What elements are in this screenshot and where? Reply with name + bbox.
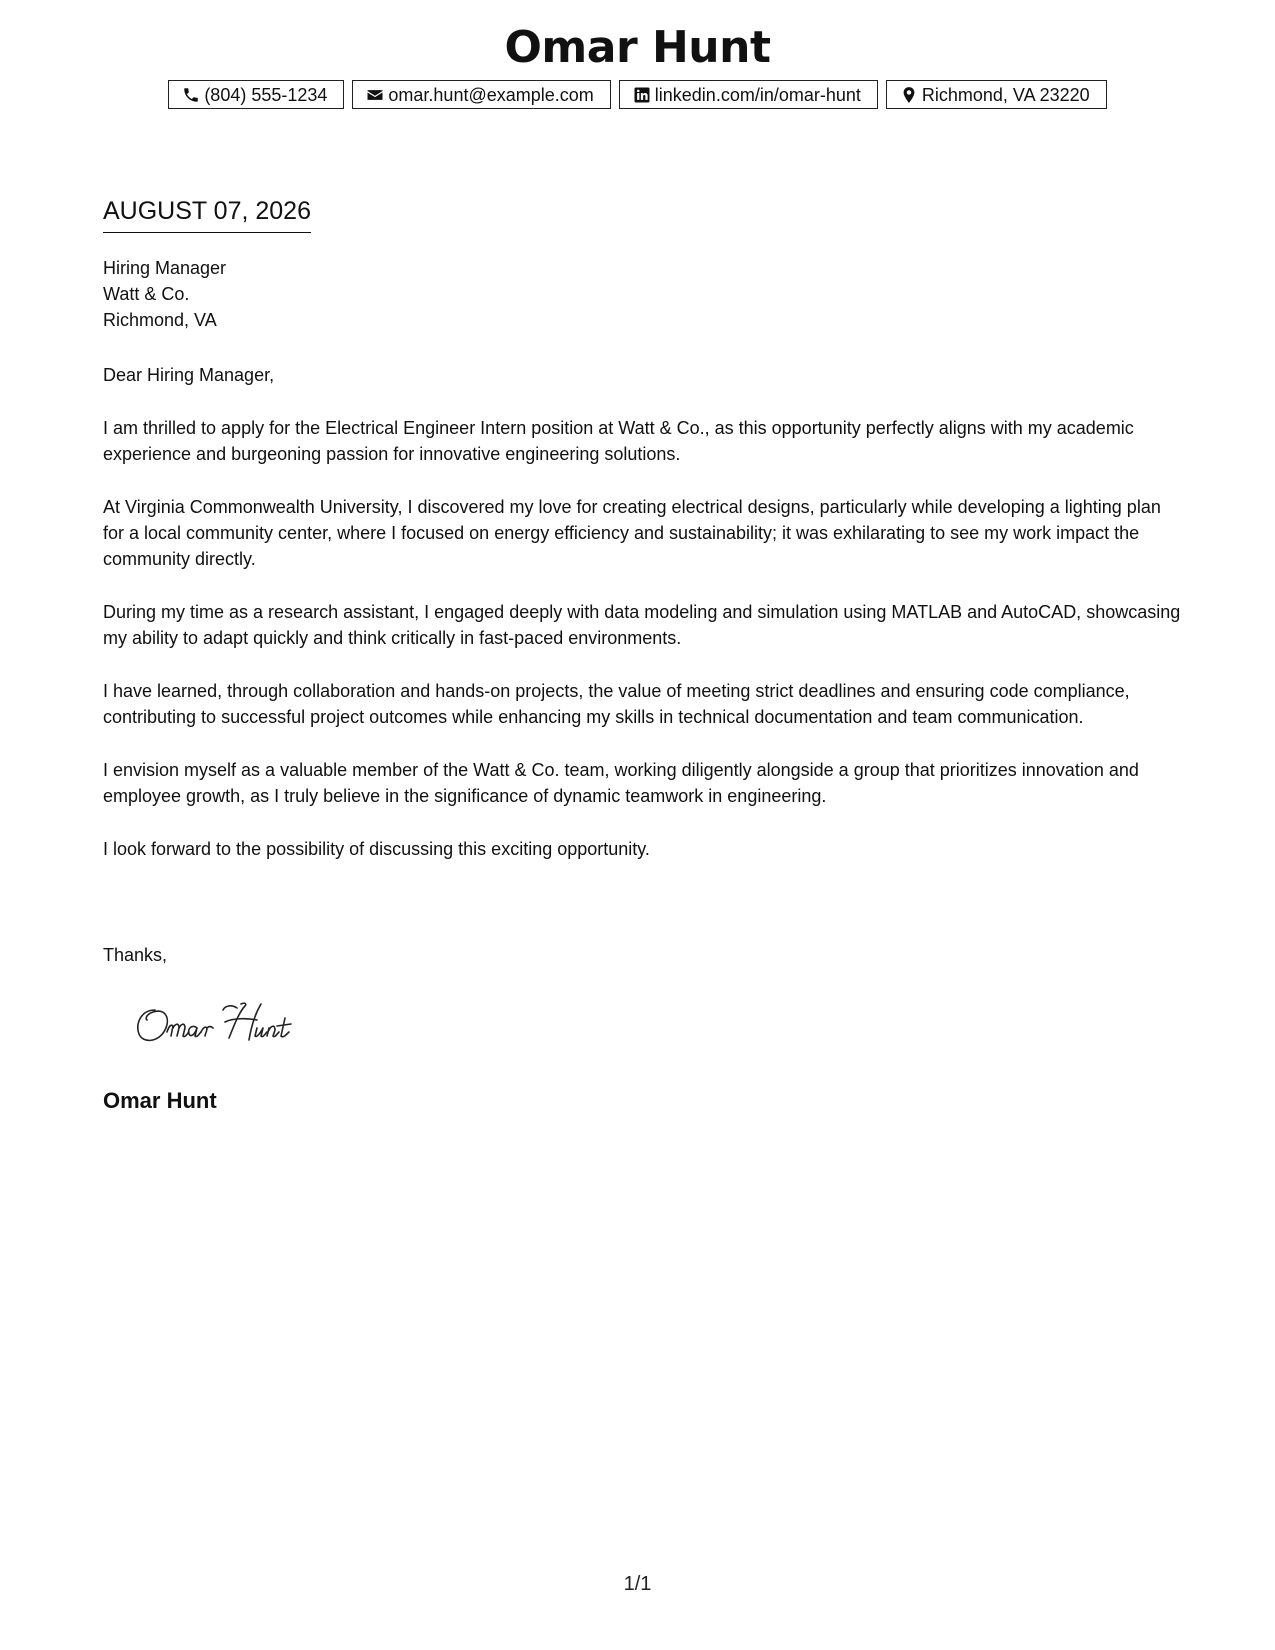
page-number: 1/1 (623, 1573, 652, 1595)
signer-name: Omar Hunt (103, 1088, 217, 1113)
email-address: omar.hunt@example.com (388, 84, 594, 105)
salutation: Dear Hiring Manager, (103, 365, 275, 385)
location-text: Richmond, VA 23220 (921, 84, 1090, 105)
body-paragraph: I envision myself as a valuable member of the Watt & Co. team, working diligently alongside a group that prioritizes innovation and employee growth, as I truly believe in the significance of dynamic teamwork in engineering. (103, 760, 1139, 806)
body-paragraph: During my time as a research assistant, I engaged deeply with data modeling and simulation using MATLAB and AutoCAD, showcasing my ability to adapt quickly and think critically in fast-paced environments. (103, 602, 1181, 648)
body-paragraph: I am thrilled to apply for the Electrical Engineer Intern position at Watt & Co., as this opportunity perfectly aligns with my academic experience and burgeoning passion for innovative engineering solutions. (103, 418, 1134, 464)
contact-location[interactable] (886, 80, 1107, 109)
contact-phone[interactable] (168, 80, 344, 109)
handwritten-signature (133, 998, 333, 1052)
envelope-icon (366, 86, 384, 104)
linkedin-icon (633, 86, 651, 104)
applicant-name-heading: Omar Hunt (504, 22, 771, 73)
body-paragraph: I look forward to the possibility of discussing this exciting opportunity. (103, 839, 650, 859)
contact-linkedin[interactable] (619, 80, 878, 109)
contact-info-row (0, 80, 1275, 109)
body-paragraph: At Virginia Commonwealth University, I discovered my love for creating electrical designs, particularly while developing a lighting plan for a local community center, where I focused on energy efficiency and sustainability; it was exhilarating to see my work impact the community directly. (103, 497, 1161, 569)
closing-line: Thanks, (103, 945, 168, 965)
phone-number: (804) 555-1234 (204, 84, 328, 105)
letter-body (103, 362, 1183, 889)
recipient-block (103, 255, 226, 333)
body-paragraph: I have learned, through collaboration and hands-on projects, the value of meeting strict deadlines and ensuring code compliance, contributing to successful project outcomes while enhancing my skills in technical documentation and team communication. (103, 681, 1130, 727)
map-marker-icon (900, 86, 918, 104)
recipient-title: Hiring Manager (103, 258, 227, 278)
recipient-company: Watt & Co. (103, 284, 190, 304)
contact-email[interactable] (352, 80, 610, 109)
recipient-location: Richmond, VA (103, 310, 217, 330)
letter-date: AUGUST 07, 2026 (103, 196, 311, 233)
phone-icon (182, 86, 200, 104)
linkedin-url: linkedin.com/in/omar-hunt (654, 84, 861, 105)
